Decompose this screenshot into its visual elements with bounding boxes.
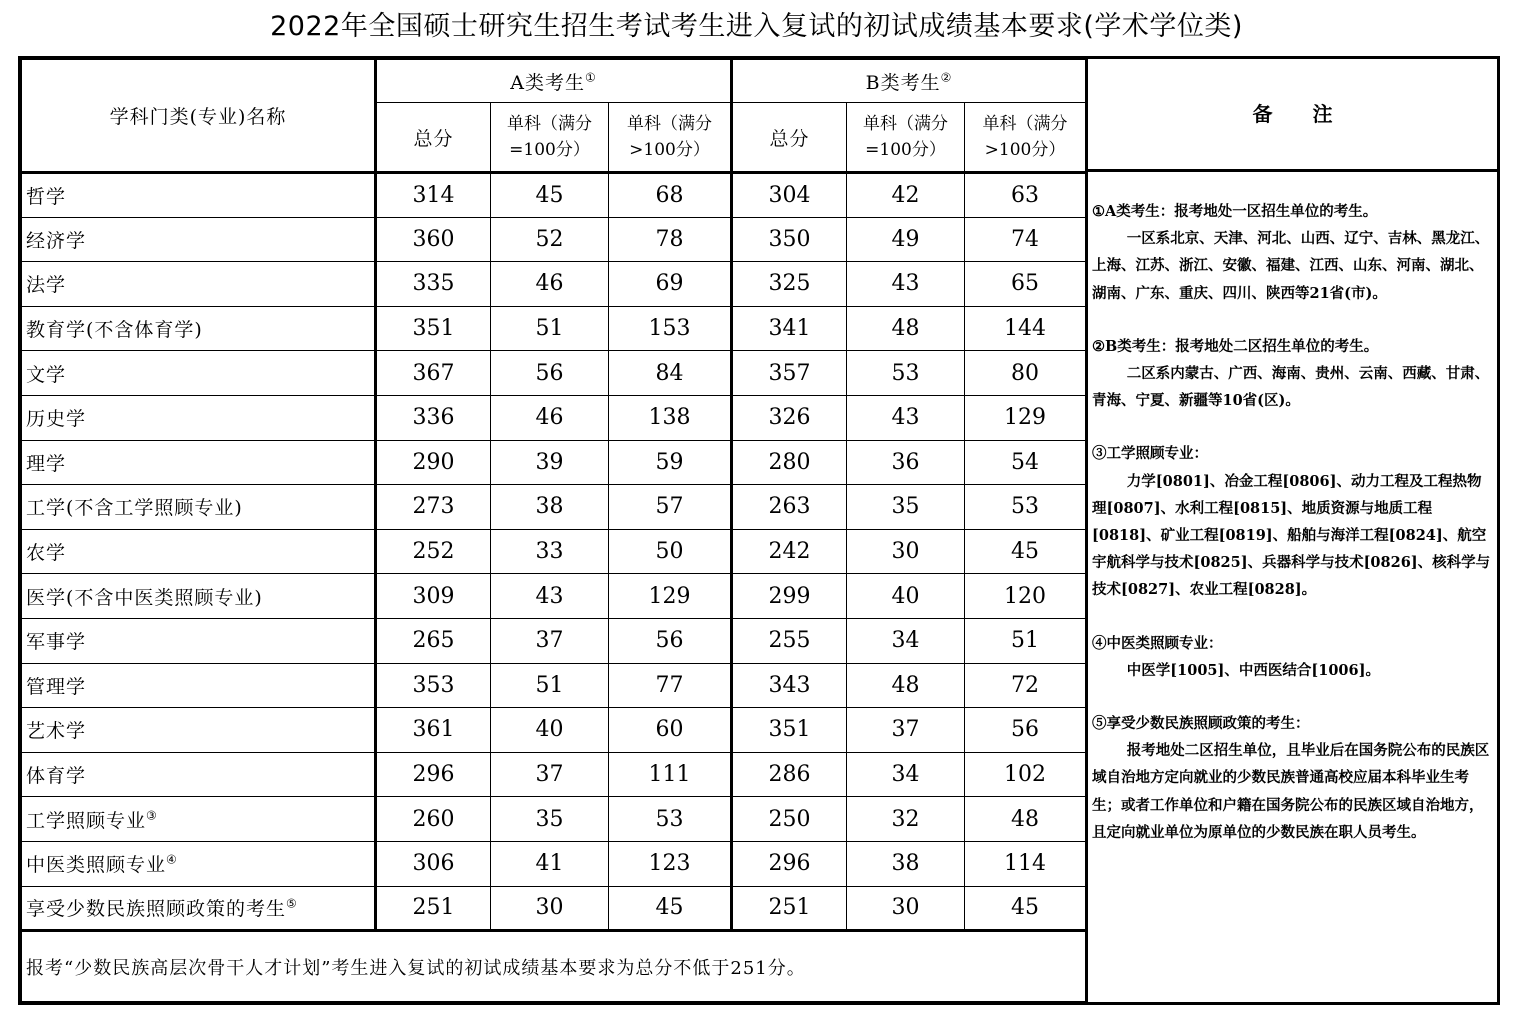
table-row (22, 886, 1086, 931)
score-cell-b-sgt: 51 (965, 618, 1086, 663)
table-row (22, 485, 1086, 530)
score-cell-b-total: 280 (732, 440, 847, 485)
score-cell-b-sgt: 80 (965, 351, 1086, 396)
table-row (22, 262, 1086, 307)
remark-a-body: 一区系北京、天津、河北、山西、辽宁、吉林、黑龙江、上海、江苏、浙江、安徽、福建、江西、山东、河南、湖北、湖南、广东、重庆、四川、陕西等21省(市)。 (1092, 230, 1490, 302)
score-cell-a-total: 314 (376, 173, 491, 218)
b-singlegt100-header (965, 103, 1086, 173)
remarks-body (1088, 172, 1497, 846)
score-cell-b-total: 286 (732, 752, 847, 797)
subject-name: 文学 (26, 363, 67, 386)
score-cell-b-total: 304 (732, 173, 847, 218)
subject-name: 工学照顾专业 (26, 809, 147, 832)
table-row (22, 395, 1086, 440)
score-cell-a-sgt: 53 (609, 797, 732, 842)
remark-minority-head: ⑤享受少数民族照顾政策的考生： (1092, 715, 1310, 733)
remark-b-body: 二区系内蒙古、广西、海南、贵州、云南、西藏、甘肃、青海、宁夏、新疆等10省(区)。 (1092, 365, 1490, 410)
footnote-mark: ④ (166, 852, 178, 867)
remark-a-head: ①A类考生：报考地处一区招生单位的考生。 (1092, 203, 1378, 220)
table-row (22, 618, 1086, 663)
subject-name-cell (22, 351, 376, 396)
table-row (22, 708, 1086, 753)
table-row (22, 173, 1086, 218)
table-row (22, 351, 1086, 396)
score-cell-b-sgt: 65 (965, 262, 1086, 307)
subject-name: 享受少数民族照顾政策的考生 (26, 898, 287, 921)
subject-name: 医学(不含中医类照顾专业) (26, 586, 263, 609)
score-cell-a-total: 265 (376, 618, 491, 663)
subject-header-label: 学科门类(专业)名称 (109, 106, 287, 128)
group-a-label: A类考生 (510, 71, 585, 94)
score-cell-a-s100: 56 (491, 351, 609, 396)
remarks-panel (1085, 59, 1497, 1002)
subject-name-cell (22, 886, 376, 931)
subject-name: 军事学 (26, 631, 87, 654)
remarks-header: 备注 (1088, 59, 1497, 172)
score-cell-b-s100: 38 (847, 841, 965, 886)
score-cell-b-total: 251 (732, 886, 847, 931)
score-cell-b-s100: 49 (847, 217, 965, 262)
b-singlegt100-line2: >100分） (984, 140, 1066, 160)
score-cell-b-sgt: 129 (965, 395, 1086, 440)
subject-name-cell (22, 618, 376, 663)
score-cell-a-s100: 51 (491, 306, 609, 351)
score-rows (22, 173, 1086, 931)
a-total-header: 总分 (376, 103, 491, 173)
score-cell-b-s100: 53 (847, 351, 965, 396)
subject-name-cell (22, 440, 376, 485)
table-row (22, 440, 1086, 485)
subject-name-cell (22, 485, 376, 530)
score-cell-b-s100: 36 (847, 440, 965, 485)
score-cell-a-s100: 37 (491, 618, 609, 663)
score-cell-a-sgt: 123 (609, 841, 732, 886)
score-cell-b-total: 357 (732, 351, 847, 396)
table-row (22, 574, 1086, 619)
group-b-header (732, 60, 1086, 103)
score-cell-a-sgt: 59 (609, 440, 732, 485)
subject-name-cell (22, 574, 376, 619)
a-singlegt100-line2: >100分） (629, 140, 710, 160)
score-cell-a-sgt: 45 (609, 886, 732, 931)
score-cell-b-total: 242 (732, 529, 847, 574)
score-cell-b-s100: 35 (847, 485, 965, 530)
subject-name-cell (22, 395, 376, 440)
subject-name: 理学 (26, 452, 67, 475)
subject-name: 教育学(不含体育学) (26, 319, 203, 342)
remark-minority-section (1092, 710, 1493, 846)
group-a-mark: ① (584, 70, 597, 85)
b-single100-header (847, 103, 965, 173)
subject-name-cell (22, 663, 376, 708)
remark-minority-body: 报考地处二区招生单位，且毕业后在国务院公布的民族区域自治地方定向就业的少数民族普通高校应届本科毕业生考生；或者工作单位和户籍在国务院公布的民族区域自治地方，且定向就业单位为原单位的少数民族在职人员考生。 (1092, 742, 1490, 841)
score-cell-b-s100: 34 (847, 752, 965, 797)
subject-name-cell (22, 841, 376, 886)
subject-name: 法学 (26, 274, 67, 297)
score-cell-b-sgt: 45 (965, 886, 1086, 931)
remark-tcm-head: ④中医类照顾专业： (1092, 634, 1223, 652)
subject-name: 农学 (26, 542, 67, 565)
a-single100-header (491, 103, 609, 173)
score-cell-a-sgt: 153 (609, 306, 732, 351)
remark-tcm-section (1092, 630, 1493, 684)
subject-name: 管理学 (26, 675, 87, 698)
score-cell-b-sgt: 114 (965, 841, 1086, 886)
score-cell-b-sgt: 120 (965, 574, 1086, 619)
page-title: 2022年全国硕士研究生招生考试考生进入复试的初试成绩基本要求(学术学位类) (270, 11, 1243, 42)
subject-name: 艺术学 (26, 720, 87, 743)
group-b-mark: ② (940, 70, 953, 85)
score-cell-a-total: 353 (376, 663, 491, 708)
score-cell-b-total: 299 (732, 574, 847, 619)
score-cell-b-s100: 30 (847, 529, 965, 574)
table-row (22, 841, 1086, 886)
score-cell-b-sgt: 102 (965, 752, 1086, 797)
score-cell-b-sgt: 72 (965, 663, 1086, 708)
score-cell-b-total: 296 (732, 841, 847, 886)
score-cell-a-sgt: 57 (609, 485, 732, 530)
score-cell-b-total: 255 (732, 618, 847, 663)
score-cell-a-sgt: 111 (609, 752, 732, 797)
score-cell-a-sgt: 50 (609, 529, 732, 574)
score-cell-a-s100: 43 (491, 574, 609, 619)
score-cell-a-total: 251 (376, 886, 491, 931)
score-cell-b-total: 326 (732, 395, 847, 440)
subject-name-cell (22, 217, 376, 262)
score-cell-b-s100: 32 (847, 797, 965, 842)
score-cell-b-s100: 43 (847, 262, 965, 307)
score-cell-b-total: 250 (732, 797, 847, 842)
remark-engineering-section (1092, 440, 1493, 603)
score-sheet (18, 56, 1500, 1005)
score-cell-b-s100: 30 (847, 886, 965, 931)
group-a-header (376, 60, 732, 103)
score-cell-b-sgt: 56 (965, 708, 1086, 753)
score-cell-a-total: 336 (376, 395, 491, 440)
score-cell-a-s100: 45 (491, 173, 609, 218)
subject-name-cell (22, 752, 376, 797)
remark-engineering-body: 力学[0801]、冶金工程[0806]、动力工程及工程热物理[0807]、水利工程[0815]、地质资源与地质工程[0818]、矿业工程[0819]、船舶与海洋工程[0824]、航空宇航科学与技术[0825]、兵器科学与技术[0826]、核科学与技术[0827]、农业工程[0828]。 (1092, 472, 1491, 599)
score-cell-a-sgt: 138 (609, 395, 732, 440)
subject-name: 经济学 (26, 229, 87, 252)
score-cell-a-total: 335 (376, 262, 491, 307)
score-cell-b-total: 351 (732, 708, 847, 753)
score-cell-a-s100: 39 (491, 440, 609, 485)
score-cell-a-s100: 33 (491, 529, 609, 574)
score-cell-b-sgt: 63 (965, 173, 1086, 218)
b-single100-line2: =100分） (865, 140, 946, 160)
a-single100-line2: =100分） (509, 140, 590, 160)
score-cell-a-sgt: 60 (609, 708, 732, 753)
subject-name: 中医类照顾专业 (26, 854, 167, 877)
score-cell-b-s100: 34 (847, 618, 965, 663)
remark-b-section (1092, 333, 1493, 415)
score-cell-a-total: 306 (376, 841, 491, 886)
subject-name-cell (22, 708, 376, 753)
score-cell-b-s100: 40 (847, 574, 965, 619)
score-cell-a-total: 367 (376, 351, 491, 396)
subject-name: 工学(不含工学照顾专业) (26, 497, 243, 520)
footnote-mark: ③ (146, 808, 158, 823)
a-singlegt100-header (609, 103, 732, 173)
score-cell-b-total: 343 (732, 663, 847, 708)
score-cell-b-sgt: 54 (965, 440, 1086, 485)
score-cell-a-total: 361 (376, 708, 491, 753)
score-cell-a-sgt: 77 (609, 663, 732, 708)
remark-a-section (1092, 198, 1493, 307)
subject-name-cell (22, 173, 376, 218)
subject-name: 体育学 (26, 765, 87, 788)
score-cell-a-total: 296 (376, 752, 491, 797)
score-cell-a-total: 290 (376, 440, 491, 485)
group-b-label: B类考生 (865, 71, 941, 94)
score-cell-a-sgt: 84 (609, 351, 732, 396)
subject-name-cell (22, 262, 376, 307)
score-cell-b-sgt: 48 (965, 797, 1086, 842)
score-cell-b-sgt: 53 (965, 485, 1086, 530)
score-cell-a-s100: 30 (491, 886, 609, 931)
remark-b-head: ②B类考生：报考地处二区招生单位的考生。 (1092, 337, 1379, 355)
table-row (22, 797, 1086, 842)
table-row (22, 663, 1086, 708)
score-cell-a-s100: 52 (491, 217, 609, 262)
score-cell-b-s100: 42 (847, 173, 965, 218)
footnote-mark: ⑤ (286, 896, 298, 911)
score-cell-a-sgt: 129 (609, 574, 732, 619)
b-singlegt100-line1: 单科（满分 (982, 114, 1068, 134)
subject-name: 哲学 (26, 185, 67, 208)
score-cell-a-total: 351 (376, 306, 491, 351)
table-row (22, 217, 1086, 262)
score-cell-b-total: 350 (732, 217, 847, 262)
score-cell-a-s100: 38 (491, 485, 609, 530)
remark-tcm-body: 中医学[1005]、中西医结合[1006]。 (1126, 661, 1380, 679)
score-cell-a-s100: 46 (491, 262, 609, 307)
score-cell-a-total: 309 (376, 574, 491, 619)
table-row (22, 306, 1086, 351)
a-single100-line1: 单科（满分 (507, 114, 592, 134)
subject-name: 历史学 (26, 408, 87, 431)
score-cell-b-total: 341 (732, 306, 847, 351)
score-cell-a-total: 360 (376, 217, 491, 262)
score-cell-b-total: 263 (732, 485, 847, 530)
score-cell-a-s100: 41 (491, 841, 609, 886)
score-cell-b-s100: 37 (847, 708, 965, 753)
subject-name-cell (22, 529, 376, 574)
score-cell-a-sgt: 69 (609, 262, 732, 307)
table-row (22, 529, 1086, 574)
subject-name-cell (22, 306, 376, 351)
a-singlegt100-line1: 单科（满分 (627, 114, 712, 134)
score-cell-a-sgt: 78 (609, 217, 732, 262)
score-cell-a-s100: 35 (491, 797, 609, 842)
score-cell-b-sgt: 45 (965, 529, 1086, 574)
score-cell-b-total: 325 (732, 262, 847, 307)
score-cell-a-total: 260 (376, 797, 491, 842)
score-cell-b-s100: 48 (847, 306, 965, 351)
score-cell-a-total: 273 (376, 485, 491, 530)
b-total-header: 总分 (732, 103, 847, 173)
score-cell-a-s100: 37 (491, 752, 609, 797)
subject-header (22, 60, 376, 173)
score-cell-a-s100: 51 (491, 663, 609, 708)
subject-name-cell (22, 797, 376, 842)
score-cell-a-sgt: 68 (609, 173, 732, 218)
remark-engineering-head: ③工学照顾专业： (1092, 445, 1208, 463)
score-cell-b-sgt: 144 (965, 306, 1086, 351)
score-cell-b-s100: 43 (847, 395, 965, 440)
score-cell-a-s100: 46 (491, 395, 609, 440)
score-cell-a-s100: 40 (491, 708, 609, 753)
table-row (22, 752, 1086, 797)
score-table (21, 59, 1086, 1002)
footnote: 报考“少数民族高层次骨干人才计划”考生进入复试的初试成绩基本要求为总分不低于251分。 (22, 931, 1086, 1002)
score-cell-b-sgt: 74 (965, 217, 1086, 262)
b-single100-line1: 单科（满分 (863, 114, 949, 134)
score-cell-a-sgt: 56 (609, 618, 732, 663)
score-cell-b-s100: 48 (847, 663, 965, 708)
score-cell-a-total: 252 (376, 529, 491, 574)
